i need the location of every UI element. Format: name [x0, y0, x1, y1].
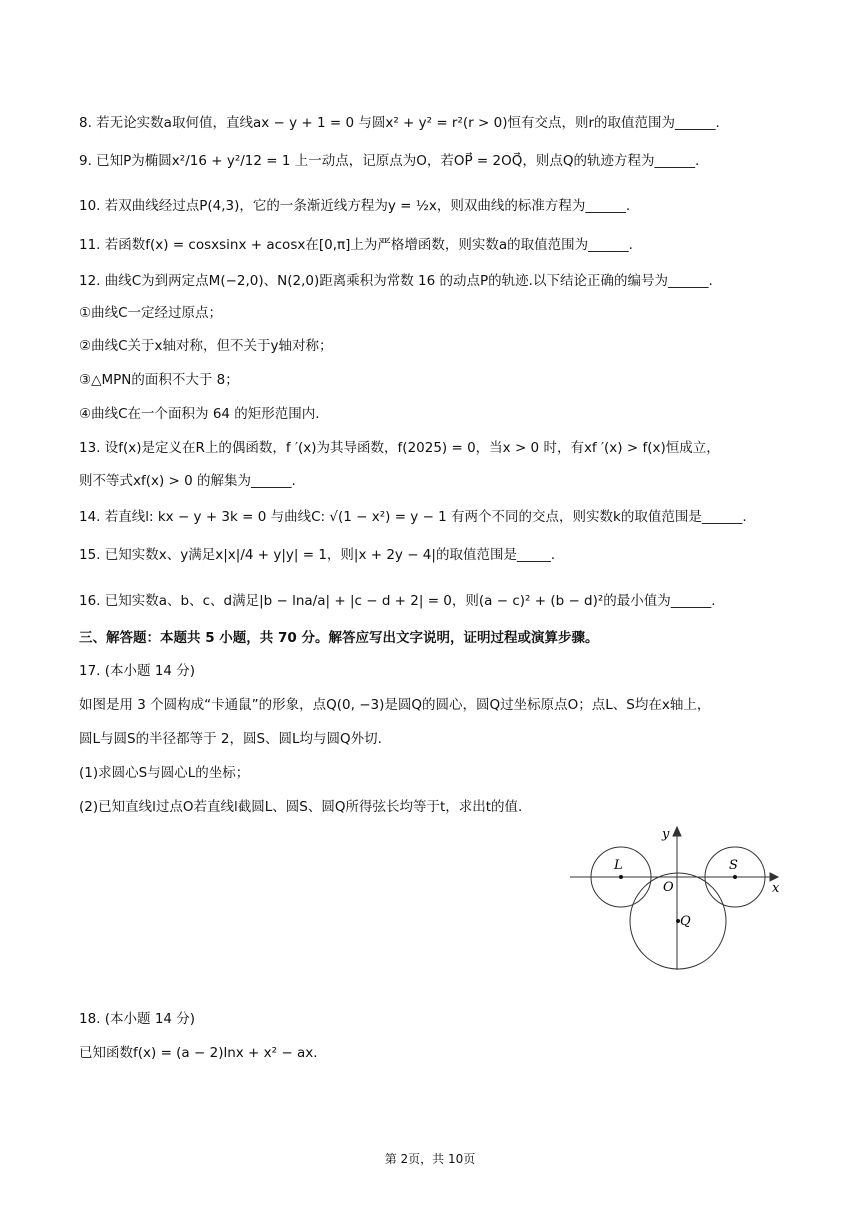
- point-l: [619, 875, 623, 879]
- problem-13: 13. 设f(x)是定义在R上的偶函数，f ′(x)为其导函数，f(2025) = 0，当x > 0 时，有xf ′(x) > f(x)恒成立，: [79, 440, 720, 456]
- problem-11: 11. 若函数f(x) = cosxsinx + acosx在[0,π]上为严格增函数，则实数a的取值范围为______.: [79, 237, 633, 253]
- problem-12-option-2: ②曲线C关于x轴对称，但不关于y轴对称；: [79, 338, 333, 354]
- problem-17-part-1: (1)求圆心S与圆心L的坐标；: [79, 765, 250, 781]
- problem-18-header: 18. (本小题 14 分): [79, 1011, 196, 1027]
- section-heading: 三、解答题：本题共 5 小题，共 70 分。解答应写出文字说明，证明过程或演算步骤。: [79, 630, 599, 646]
- problem-12-option-4: ④曲线C在一个面积为 64 的矩形范围内.: [79, 406, 320, 422]
- y-axis-arrow: [673, 827, 681, 836]
- cartoon-mouse-figure: [566, 822, 786, 972]
- problem-17-text-1: 如图是用 3 个圆构成“卡通鼠”的形象，点Q(0, −3)是圆Q的圆心，圆Q过坐标原点O；点L、S均在x轴上，: [79, 697, 711, 713]
- label-l: L: [614, 858, 623, 873]
- label-s: S: [729, 858, 738, 873]
- problem-17-header: 17. (本小题 14 分): [79, 663, 196, 679]
- label-y: y: [662, 827, 670, 842]
- problem-17-part-2: (2)已知直线l过点O若直线l截圆L、圆S、圆Q所得弦长均等于t，求出t的值.: [79, 799, 523, 815]
- problem-12-option-1: ①曲线C一定经过原点；: [79, 305, 223, 321]
- problem-12: 12. 曲线C为到两定点M(−2,0)、N(2,0)距离乘积为常数 16 的动点P的轨迹.以下结论正确的编号为______.: [79, 273, 713, 289]
- label-x: x: [772, 881, 780, 896]
- problem-8: 8. 若无论实数a取何值，直线ax − y + 1 = 0 与圆x² + y² = r²(r > 0)恒有交点，则r的取值范围为______.: [79, 115, 720, 131]
- label-q: Q: [680, 914, 691, 929]
- problem-16: 16. 已知实数a、b、c、d满足|b − lna/a| + |c − d + 2| = 0，则(a − c)² + (b − d)²的最小值为______.: [79, 593, 716, 609]
- label-o: O: [663, 880, 674, 895]
- problem-13-cont: 则不等式xf(x) > 0 的解集为______.: [79, 473, 296, 489]
- problem-14: 14. 若直线l: kx − y + 3k = 0 与曲线C: √(1 − x²) = y − 1 有两个不同的交点，则实数k的取值范围是______.: [79, 509, 747, 525]
- problem-9: 9. 已知P为椭圆x²/16 + y²/12 = 1 上一动点，记原点为O，若OP⃗ = 2OQ⃗，则点Q的轨迹方程为______.: [79, 153, 700, 169]
- point-s: [733, 875, 737, 879]
- page-footer: 第 2页，共 10页: [384, 1152, 476, 1166]
- problem-10: 10. 若双曲线经过点P(4,3)，它的一条渐近线方程为y = ½x，则双曲线的标准方程为______.: [79, 198, 631, 214]
- problem-12-option-3: ③△MPN的面积不大于 8；: [79, 372, 239, 388]
- problem-15: 15. 已知实数x、y满足x|x|/4 + y|y| = 1，则|x + 2y − 4|的取值范围是_____.: [79, 547, 555, 563]
- x-axis-arrow: [770, 873, 778, 881]
- problem-18-text: 已知函数f(x) = (a − 2)lnx + x² − ax.: [79, 1045, 318, 1061]
- problem-17-text-2: 圆L与圆S的半径都等于 2，圆S、圆L均与圆Q外切.: [79, 731, 382, 747]
